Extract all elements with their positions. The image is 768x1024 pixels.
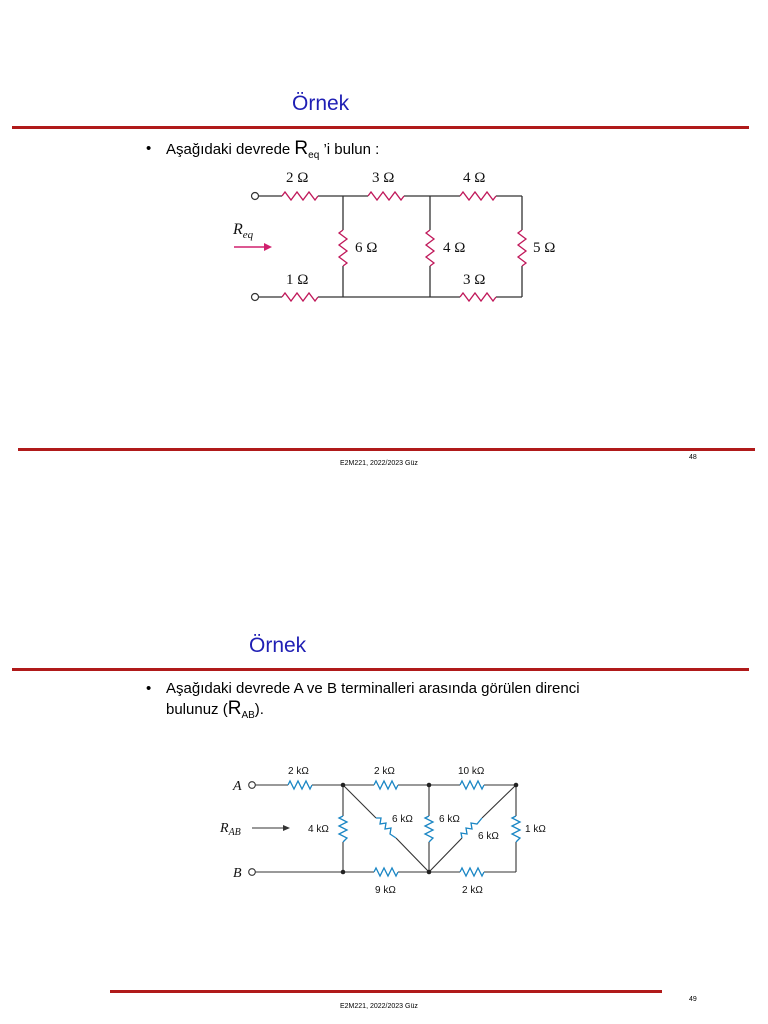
label-10k: 10 kΩ <box>458 766 485 777</box>
slide1-title: Örnek <box>292 92 350 115</box>
bullet-marker: • <box>146 140 152 157</box>
label-2k-a: 2 kΩ <box>288 766 309 777</box>
label-rab: $R_{AB}$ <box>220 821 241 838</box>
label-4ohm-shunt: 4 Ω <box>443 240 466 256</box>
label-node-B: B <box>233 866 242 881</box>
bullet-rab-subscript: AB <box>241 710 255 721</box>
slide2-bottom-rule <box>110 990 662 993</box>
slide1-footer: E2M221, 2022/2023 Güz <box>340 460 418 467</box>
label-6k-vertical: 6 kΩ <box>439 814 460 825</box>
label-1k: 1 kΩ <box>525 824 546 835</box>
bullet-text-pre: Aşağıdaki devrede <box>166 141 295 158</box>
bullet-marker: • <box>146 680 152 697</box>
slide2-page-number: 49 <box>689 996 697 1003</box>
bullet-r-symbol: R <box>294 138 309 159</box>
label-9k: 9 kΩ <box>375 885 396 896</box>
label-6k-diag-left: 6 kΩ <box>392 814 413 825</box>
resistor-10k <box>460 781 484 789</box>
resistor-2k-a <box>288 781 312 789</box>
bullet-r-subscript: eq <box>308 150 320 161</box>
bullet-line-2-post: ). <box>254 701 264 718</box>
label-6k-diag-right: 6 kΩ <box>478 831 499 842</box>
label-req: $R_{eq}$ <box>233 221 254 241</box>
label-1ohm: 1 Ω <box>286 272 309 288</box>
label-4ohm-top: 4 Ω <box>463 170 486 186</box>
label-3ohm-bottom: 3 Ω <box>463 272 486 288</box>
label-4k: 4 kΩ <box>308 824 329 835</box>
bullet-text-post: ’i bulun : <box>319 141 380 158</box>
resistor-2k-b <box>374 781 398 789</box>
label-6ohm: 6 Ω <box>355 240 378 256</box>
bullet-rab-symbol: R <box>227 698 242 719</box>
resistor-6k-vertical <box>425 816 433 842</box>
label-3ohm-top: 3 Ω <box>372 170 395 186</box>
label-2k-bottom: 2 kΩ <box>462 885 483 896</box>
slide2-footer: E2M221, 2022/2023 Güz <box>340 1003 418 1010</box>
resistor-1k <box>512 816 520 842</box>
bullet-line-1: Aşağıdaki devrede A ve B terminalleri arasında görülen direnci <box>166 680 580 697</box>
resistor-4k <box>339 816 347 842</box>
rab-arrow-head <box>283 825 290 831</box>
terminal-A <box>249 782 256 789</box>
resistor-9k <box>374 868 398 876</box>
terminal-B <box>249 869 256 876</box>
label-5ohm: 5 Ω <box>533 240 556 256</box>
resistor-2k-bottom <box>460 868 484 876</box>
slide2-title: Örnek <box>249 634 307 657</box>
label-2k-b: 2 kΩ <box>374 766 395 777</box>
label-node-A: A <box>233 779 242 794</box>
bullet-line-2-pre: bulunuz ( <box>166 701 228 718</box>
slide1-page-number: 48 <box>689 454 697 461</box>
label-2ohm: 2 Ω <box>286 170 309 186</box>
